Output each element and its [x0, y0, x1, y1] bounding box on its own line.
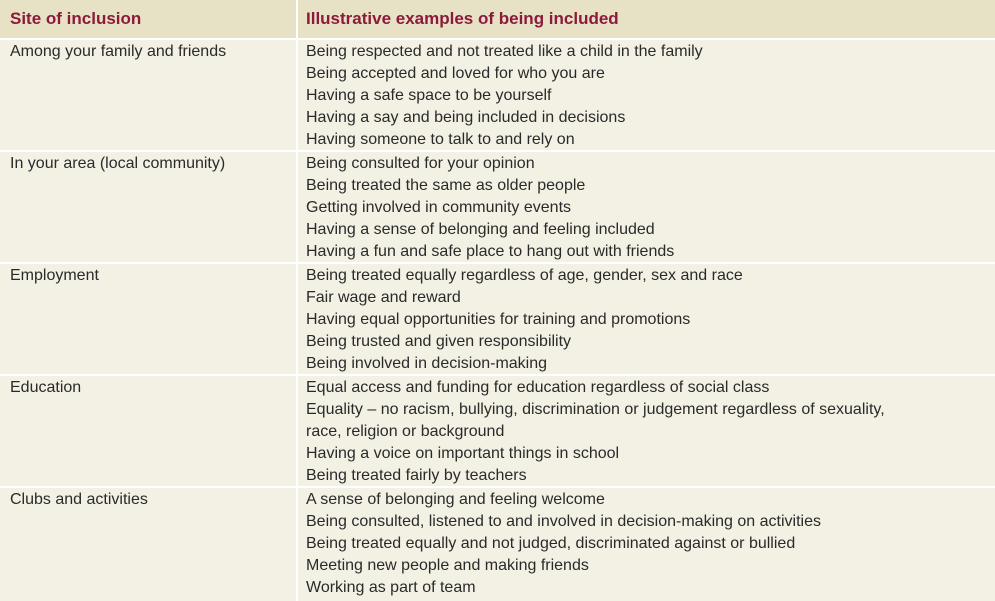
- header-site-of-inclusion: Site of inclusion: [10, 9, 142, 28]
- column-divider: [296, 0, 298, 601]
- site-label: Among your family and friends: [10, 43, 227, 60]
- example-item: Being involved in decision-making: [306, 355, 548, 372]
- example-item: A sense of belonging and feeling welcome: [306, 491, 605, 508]
- example-item: Equality – no racism, bullying, discrimination or judgement regardless of sexuality,: [306, 401, 885, 418]
- site-label: Education: [10, 379, 82, 396]
- example-item: Being treated fairly by teachers: [306, 467, 527, 484]
- example-item: Being treated equally regardless of age, gender, sex and race: [306, 267, 743, 284]
- site-label: Clubs and activities: [10, 491, 148, 508]
- table-row-clubs-activities: [0, 488, 995, 601]
- site-cell: [0, 40, 296, 150]
- example-item: Being trusted and given responsibility: [306, 333, 572, 350]
- example-item: Being consulted, listened to and involved in decision-making on activities: [306, 513, 821, 530]
- example-item: Having a safe space to be yourself: [306, 87, 552, 104]
- site-cell: [0, 376, 296, 486]
- example-item: Meeting new people and making friends: [306, 557, 589, 574]
- example-item: Having someone to talk to and rely on: [306, 131, 575, 148]
- table-row-education: [0, 376, 995, 486]
- header-illustrative-examples: Illustrative examples of being included: [306, 9, 619, 28]
- site-label: In your area (local community): [10, 155, 226, 172]
- site-cell: [0, 488, 296, 601]
- example-item: Working as part of team: [306, 579, 476, 596]
- example-item: Having a voice on important things in school: [306, 445, 620, 462]
- table-header-row: [0, 0, 995, 38]
- example-item: Having equal opportunities for training and promotions: [306, 311, 691, 328]
- example-item: Equal access and funding for education regardless of social class: [306, 379, 770, 396]
- example-item: Being accepted and loved for who you are: [306, 65, 605, 82]
- examples-cell: [298, 152, 995, 262]
- table-row-local-community: [0, 152, 995, 262]
- example-item: Being consulted for your opinion: [306, 155, 535, 172]
- site-label: Employment: [10, 267, 99, 284]
- examples-cell: [298, 264, 995, 374]
- examples-cell: [298, 376, 995, 486]
- example-item: race, religion or background: [306, 423, 505, 440]
- example-item: Getting involved in community events: [306, 199, 572, 216]
- site-cell: [0, 264, 296, 374]
- examples-cell: [298, 40, 995, 150]
- example-item: Having a fun and safe place to hang out with friends: [306, 243, 675, 260]
- example-item: Fair wage and reward: [306, 289, 461, 306]
- example-item: Being treated equally and not judged, discriminated against or bullied: [306, 535, 796, 552]
- example-item: Having a say and being included in decisions: [306, 109, 626, 126]
- examples-cell: [298, 488, 995, 601]
- example-item: Being treated the same as older people: [306, 177, 586, 194]
- table-row-family-friends: [0, 40, 995, 150]
- example-item: Having a sense of belonging and feeling included: [306, 221, 655, 238]
- site-cell: [0, 152, 296, 262]
- example-item: Being respected and not treated like a child in the family: [306, 43, 703, 60]
- table-row-employment: [0, 264, 995, 374]
